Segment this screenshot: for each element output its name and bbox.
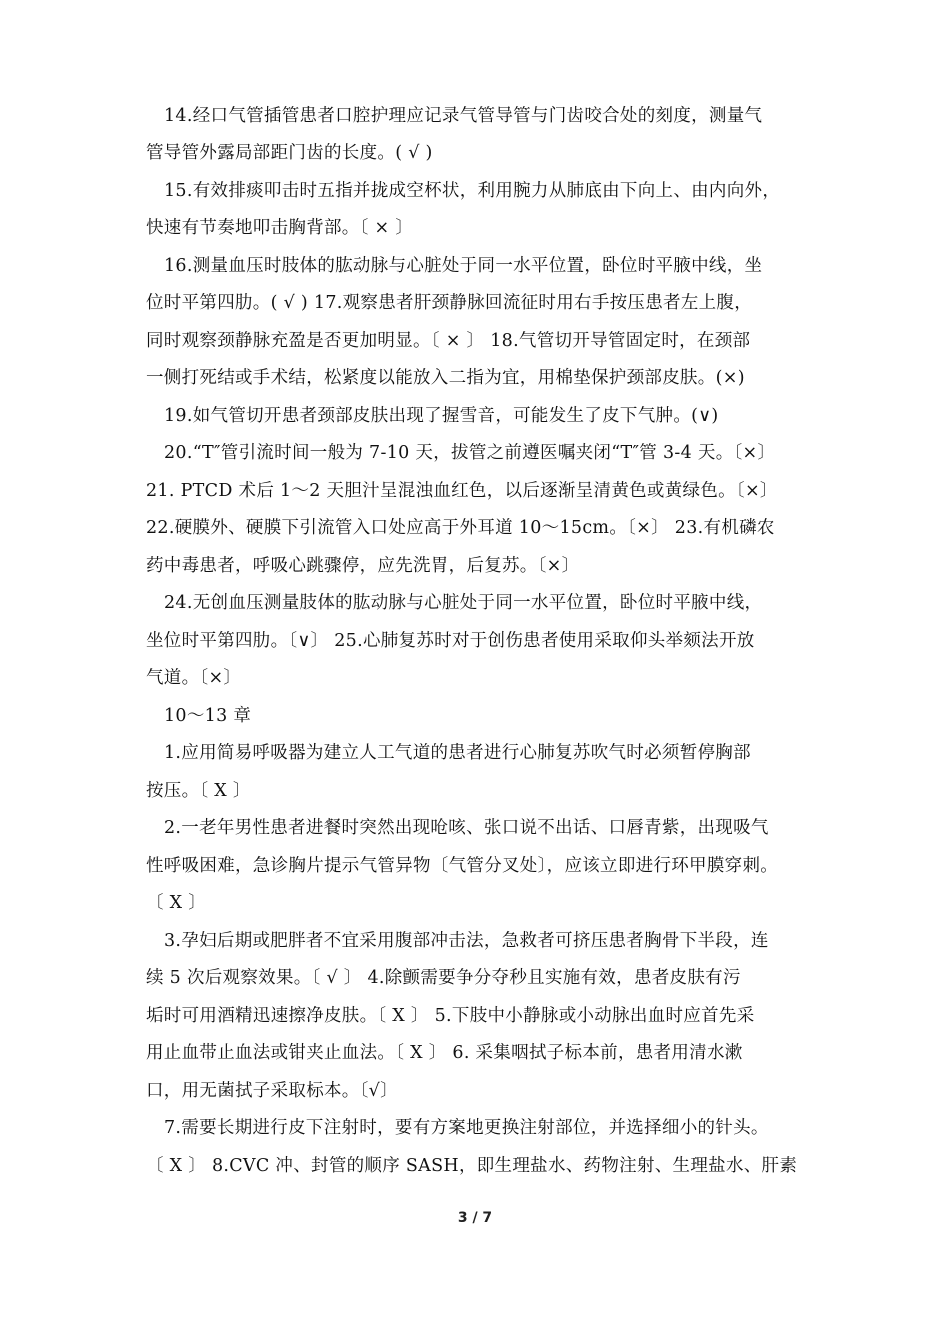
text-line: 续 5 次后观察效果。〔 √ 〕 4.除颤需要争分夺秒且实施有效，患者皮肤有污 [146, 968, 741, 988]
text-line: 〔 X 〕 [146, 893, 207, 913]
text-line: 〔 X 〕 8.CVC 冲、封管的顺序 SASH，即生理盐水、药物注射、生理盐水、肝素 [146, 1156, 798, 1176]
section-heading: 10～13 章 [164, 706, 252, 726]
text-line: 气道。〔×〕 [146, 668, 242, 688]
text-line: 20.“T″管引流时间一般为 7-10 天，拔管之前遵医嘱夹闭“T″管 3-4 天。〔×〕 [164, 443, 776, 463]
text-line: 一侧打死结或手术结，松紧度以能放入二指为宜，用棉垫保护颈部皮肤。(×) [146, 368, 745, 388]
text-line: 快速有节奏地叩击胸背部。〔 × 〕 [146, 218, 414, 238]
text-line: 性呼吸困难，急诊胸片提示气管异物〔气管分叉处〕，应该立即进行环甲膜穿刺。 [146, 856, 779, 876]
text-line: 位时平第四肋。( √ ) 17.观察患者肝颈静脉回流征时用右手按压患者左上腹， [146, 293, 753, 313]
text-line: 19.如气管切开患者颈部皮肤出现了握雪音，可能发生了皮下气肿。(∨) [164, 406, 719, 426]
text-line: 24.无创血压测量肢体的肱动脉与心脏处于同一水平位置，卧位时平腋中线， [164, 593, 763, 613]
text-line: 坐位时平第四肋。〔∨〕 25.心肺复苏时对于创伤患者使用采取仰头举颏法开放 [146, 631, 755, 651]
text-line: 药中毒患者，呼吸心跳骤停，应先洗胃，后复苏。〔×〕 [146, 556, 580, 576]
text-line: 同时观察颈静脉充盈是否更加明显。〔 × 〕 18.气管切开导管固定时，在颈部 [146, 331, 751, 351]
text-line: 3.孕妇后期或肥胖者不宜采用腹部冲击法，急救者可挤压患者胸骨下半段，连 [164, 931, 769, 951]
page-number: 3 / 7 [457, 1210, 493, 1226]
text-line: 21. PTCD 术后 1～2 天胆汁呈混浊血红色，以后逐渐呈清黄色或黄绿色。〔×〕 [146, 481, 778, 501]
text-line: 15.有效排痰叩击时五指并拢成空杯状，利用腕力从肺底由下向上、由内向外， [164, 181, 781, 201]
text-line: 口，用无菌拭子采取标本。〔√〕 [146, 1081, 398, 1101]
text-line: 16.测量血压时肢体的肱动脉与心脏处于同一水平位置，卧位时平腋中线，坐 [164, 256, 763, 276]
text-line: 2.一老年男性患者进餐时突然出现呛咳、张口说不出话、口唇青紫，出现吸气 [164, 818, 769, 838]
text-line: 用止血带止血法或钳夹止血法。〔 X 〕 6. 采集咽拭子标本前，患者用清水漱 [146, 1043, 743, 1063]
text-line: 按压。〔 X 〕 [146, 781, 251, 801]
text-line: 22.硬膜外、硬膜下引流管入口处应高于外耳道 10～15cm。〔×〕 23.有机磷农 [146, 518, 775, 538]
text-line: 7.需要长期进行皮下注射时，要有方案地更换注射部位，并选择细小的针头。 [164, 1118, 769, 1138]
text-line: 垢时可用酒精迅速擦净皮肤。〔 X 〕 5.下肢中小静脉或小动脉出血时应首先采 [146, 1006, 755, 1026]
text-line: 1.应用简易呼吸器为建立人工气道的患者进行心肺复苏吹气时必须暂停胸部 [164, 743, 751, 763]
text-line: 管导管外露局部距门齿的长度。( √ ) [146, 143, 433, 163]
text-line: 14.经口气管插管患者口腔护理应记录气管导管与门齿咬合处的刻度，测量气 [164, 106, 763, 126]
